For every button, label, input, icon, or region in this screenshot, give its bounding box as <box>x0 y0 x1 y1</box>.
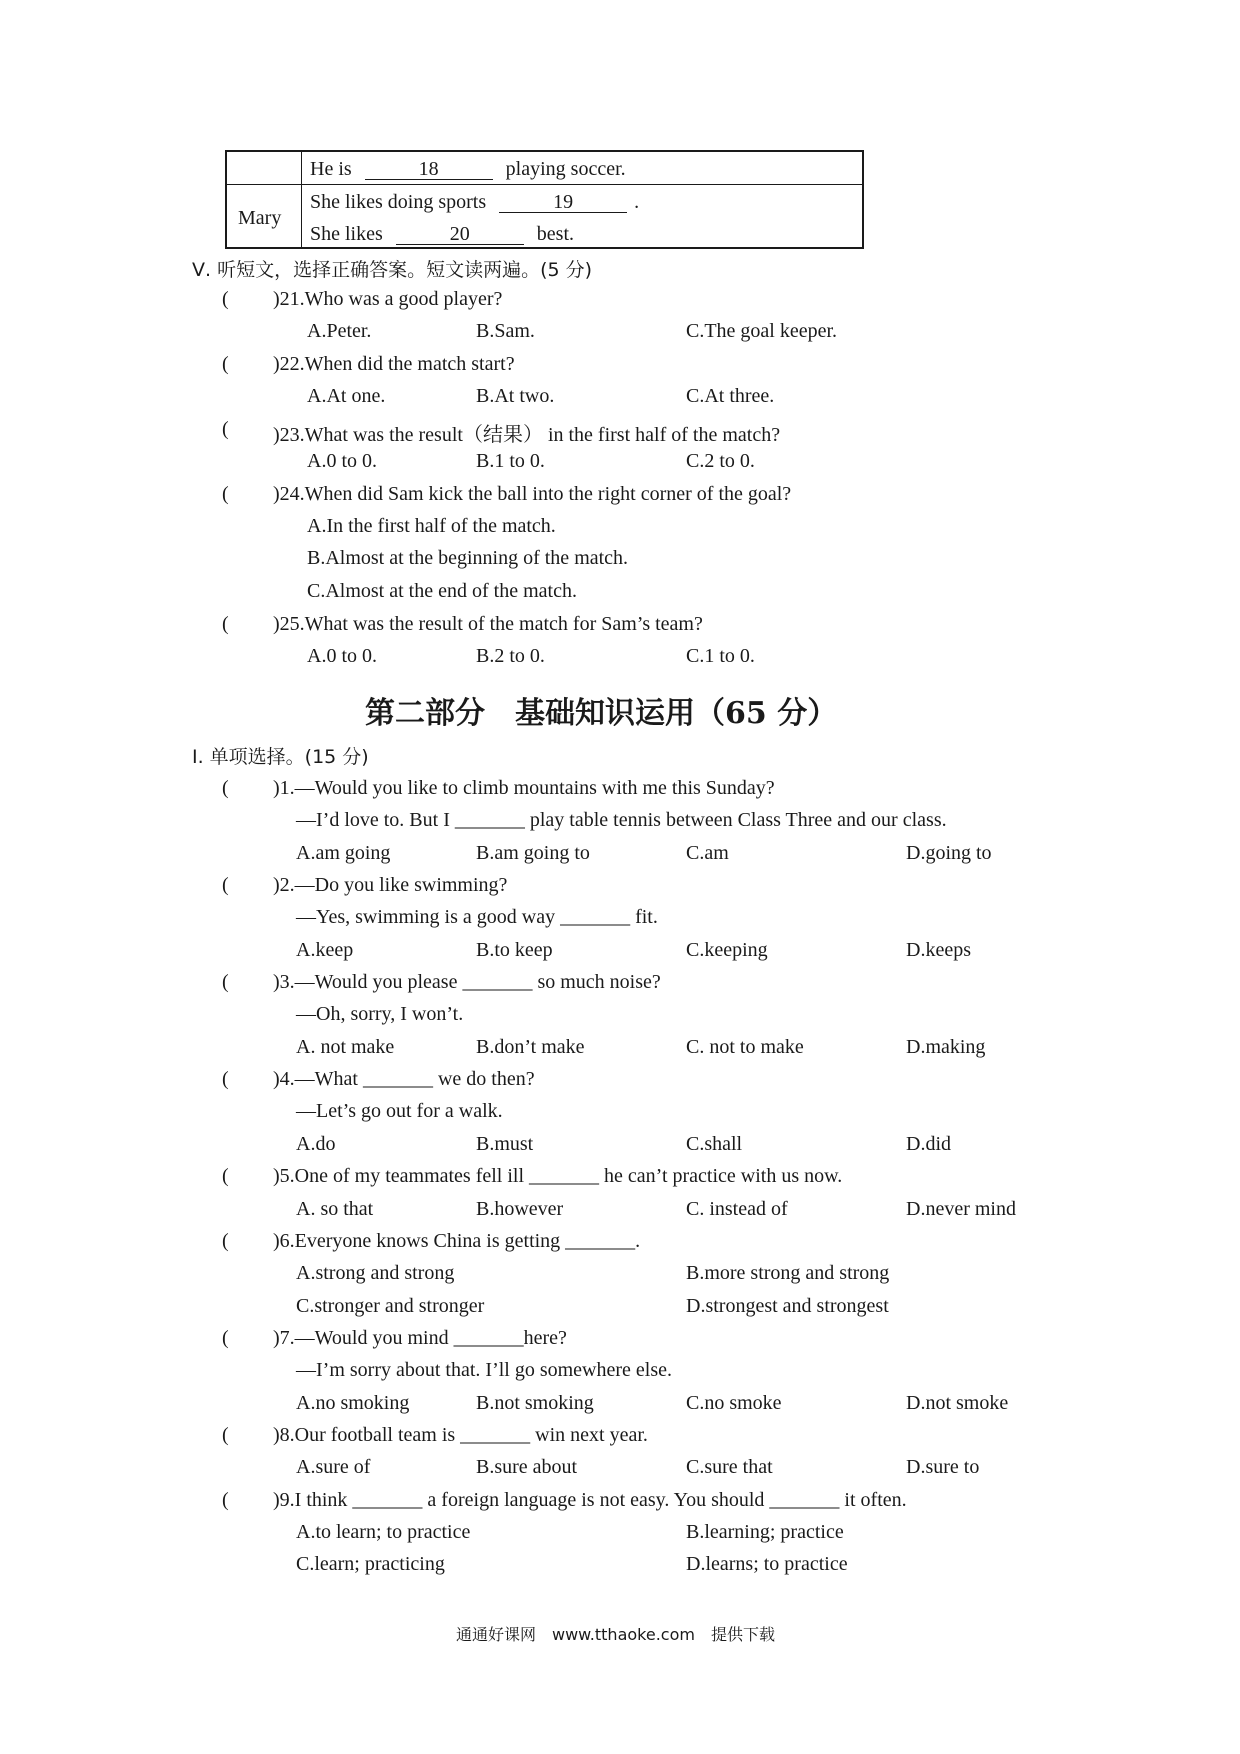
question-2-line2: —Yes, swimming is a good way _______ fit. <box>296 906 658 928</box>
option-2-a: A.keep <box>296 939 354 961</box>
table-row-1-post: playing soccer. <box>505 158 626 180</box>
paren: ( <box>222 1230 229 1252</box>
option-25-c: C.1 to 0. <box>686 645 755 667</box>
table-row-3 <box>310 223 574 246</box>
option-22-a: A.At one. <box>307 385 386 407</box>
question-22-stem: )22.When did the match start? <box>273 353 515 375</box>
option-21-b: B.Sam. <box>476 320 535 342</box>
question-3-stem: )3.—Would you please _______ so much noise? <box>273 971 661 993</box>
table-vertical-divider <box>301 152 302 247</box>
option-3-b: B.don’t make <box>476 1036 585 1058</box>
option-1-c: C.am <box>686 842 729 864</box>
option-3-c: C. not to make <box>686 1036 804 1058</box>
question-23-stem: )23.What was the result（结果） in the first half of the match? <box>273 424 781 446</box>
table-row-3-post: best. <box>536 223 574 245</box>
paren: ( <box>222 1424 229 1446</box>
question-7-line2: —I’m sorry about that. I’ll go somewhere else. <box>296 1359 673 1381</box>
option-23-c: C.2 to 0. <box>686 450 755 472</box>
option-1-b: B.am going to <box>476 842 590 864</box>
option-2-b: B.to keep <box>476 939 553 961</box>
option-22-c: C.At three. <box>686 385 775 407</box>
paren: ( <box>222 1165 229 1187</box>
blank-20: 20 <box>396 224 524 245</box>
paren: ( <box>222 288 229 310</box>
table-row-1 <box>310 158 626 181</box>
question-2-stem: )2.—Do you like swimming? <box>273 874 508 896</box>
option-24-c: C.Almost at the end of the match. <box>307 580 577 602</box>
question-6-stem: )6.Everyone knows China is getting _______. <box>273 1230 641 1252</box>
question-4-stem: )4.—What _______ we do then? <box>273 1068 535 1090</box>
option-24-b: B.Almost at the beginning of the match. <box>307 547 629 569</box>
option-1-d: D.going to <box>906 842 992 864</box>
paren: ( <box>222 483 229 505</box>
option-6-d: D.strongest and strongest <box>686 1295 889 1317</box>
option-2-d: D.keeps <box>906 939 971 961</box>
option-7-b: B.not smoking <box>476 1392 594 1414</box>
option-1-a: A.am going <box>296 842 391 864</box>
option-7-a: A.no smoking <box>296 1392 410 1414</box>
table-row-2-pre: She likes doing sports <box>310 191 487 213</box>
option-25-b: B.2 to 0. <box>476 645 545 667</box>
question-8-stem: )8.Our football team is _______ win next year. <box>273 1424 648 1446</box>
option-8-b: B.sure about <box>476 1456 578 1478</box>
option-7-d: D.not smoke <box>906 1392 1009 1414</box>
part-2-title: 第二部分 基础知识运用（65 分） <box>365 696 838 731</box>
blank-19: 19 <box>499 192 627 213</box>
question-7-stem: )7.—Would you mind _______here? <box>273 1327 567 1349</box>
paren: ( <box>222 1327 229 1349</box>
option-4-b: B.must <box>476 1133 534 1155</box>
option-4-a: A.do <box>296 1133 336 1155</box>
option-21-c: C.The goal keeper. <box>686 320 838 342</box>
option-5-c: C. instead of <box>686 1198 788 1220</box>
paren: ( <box>222 874 229 896</box>
question-1-stem: )1.—Would you like to climb mountains with me this Sunday? <box>273 777 775 799</box>
option-6-a: A.strong and strong <box>296 1262 455 1284</box>
section-1-heading: Ⅰ. 单项选择。(15 分) <box>192 746 369 768</box>
option-21-a: A.Peter. <box>307 320 372 342</box>
option-4-d: D.did <box>906 1133 951 1155</box>
option-8-d: D.sure to <box>906 1456 980 1478</box>
option-9-a: A.to learn; to practice <box>296 1521 471 1543</box>
paren: ( <box>222 353 229 375</box>
option-9-d: D.learns; to practice <box>686 1553 848 1575</box>
table-row-2 <box>310 191 639 214</box>
question-4-line2: —Let’s go out for a walk. <box>296 1100 503 1122</box>
option-2-c: C.keeping <box>686 939 768 961</box>
option-24-a: A.In the first half of the match. <box>307 515 556 537</box>
option-7-c: C.no smoke <box>686 1392 782 1414</box>
question-24-stem: )24.When did Sam kick the ball into the right corner of the goal? <box>273 483 792 505</box>
table-row-1-pre: He is <box>310 158 352 180</box>
question-3-line2: —Oh, sorry, I won’t. <box>296 1003 464 1025</box>
option-5-a: A. so that <box>296 1198 374 1220</box>
option-22-b: B.At two. <box>476 385 555 407</box>
question-25-stem: )25.What was the result of the match for Sam’s team? <box>273 613 703 635</box>
option-3-d: D.making <box>906 1036 986 1058</box>
paren: ( <box>222 971 229 993</box>
option-5-d: D.never mind <box>906 1198 1016 1220</box>
option-3-a: A. not make <box>296 1036 395 1058</box>
paren: ( <box>222 1489 229 1511</box>
option-6-c: C.stronger and stronger <box>296 1295 485 1317</box>
paren: ( <box>222 613 229 635</box>
option-5-b: B.however <box>476 1198 564 1220</box>
option-6-b: B.more strong and strong <box>686 1262 890 1284</box>
option-9-b: B.learning; practice <box>686 1521 844 1543</box>
question-9-stem: )9.I think _______ a foreign language is not easy. You should _______ it often. <box>273 1489 907 1511</box>
paren: ( <box>222 418 229 440</box>
option-8-c: C.sure that <box>686 1456 773 1478</box>
option-25-a: A.0 to 0. <box>307 645 377 667</box>
question-21-stem: )21.Who was a good player? <box>273 288 503 310</box>
option-23-b: B.1 to 0. <box>476 450 545 472</box>
table-row-2-post: . <box>634 191 640 213</box>
table-horizontal-divider <box>227 184 862 185</box>
paren: ( <box>222 1068 229 1090</box>
paren: ( <box>222 777 229 799</box>
option-9-c: C.learn; practicing <box>296 1553 445 1575</box>
option-4-c: C.shall <box>686 1133 743 1155</box>
question-5-stem: )5.One of my teammates fell ill _______ he can’t practice with us now. <box>273 1165 843 1187</box>
table-row-3-pre: She likes <box>310 223 383 245</box>
table-name-mary: Mary <box>238 207 282 229</box>
blank-18: 18 <box>365 159 493 180</box>
option-23-a: A.0 to 0. <box>307 450 377 472</box>
question-1-line2: —I’d love to. But I _______ play table tennis between Class Three and our class. <box>296 809 947 831</box>
section-5-heading: Ⅴ. 听短文，选择正确答案。短文读两遍。(5 分) <box>192 259 593 281</box>
footer-text: 通通好课网 www.tthaoke.com 提供下载 <box>456 1625 775 1644</box>
option-8-a: A.sure of <box>296 1456 371 1478</box>
